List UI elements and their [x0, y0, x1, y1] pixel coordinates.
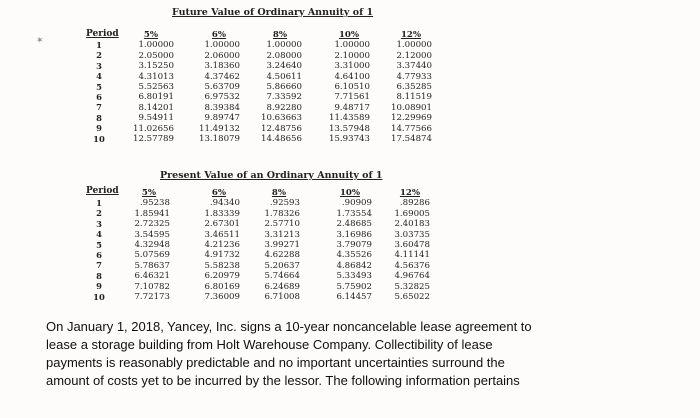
- table-cell: 9.48717: [334, 102, 370, 113]
- table-cell: 5.07569: [134, 250, 170, 261]
- rate-column: [390, 188, 430, 302]
- rate-header: 10%: [338, 30, 360, 40]
- period-number: 10: [93, 133, 105, 144]
- table-cell: 3.31213: [264, 229, 300, 240]
- table-cell: 3.37440: [396, 61, 432, 72]
- table-cell: .90909: [341, 198, 372, 209]
- table-cell: 1.00000: [204, 40, 240, 51]
- table-cell: 1.83339: [204, 208, 240, 219]
- rate-column: [258, 188, 300, 302]
- table-cell: 1.00000: [396, 40, 432, 51]
- table-cell: 4.86842: [336, 260, 372, 271]
- rate-header: 5%: [141, 188, 157, 198]
- table-cell: 5.32825: [394, 281, 430, 292]
- table-cell: .89286: [399, 198, 430, 209]
- fv-period-header: Period: [86, 29, 119, 39]
- rate-header: 10%: [339, 188, 361, 198]
- table-cell: 5.78637: [134, 260, 170, 271]
- table-cell: 17.54874: [390, 134, 432, 145]
- table-cell: 6.46321: [134, 271, 170, 282]
- rate-header: 6%: [211, 188, 227, 198]
- table-cell: 4.64100: [334, 71, 370, 82]
- table-cell: 2.57710: [264, 219, 300, 230]
- pv-table-title: Present Value of an Ordinary Annuity of 1: [160, 170, 383, 181]
- table-cell: 11.02656: [132, 123, 174, 134]
- pv-period-column: [86, 198, 112, 302]
- table-cell: 4.21236: [204, 240, 240, 251]
- table-cell: 1.78326: [264, 208, 300, 219]
- table-cell: 5.75902: [336, 281, 372, 292]
- table-cell: 8.39384: [204, 102, 240, 113]
- rate-column: [198, 188, 240, 302]
- table-cell: 10.08901: [390, 102, 432, 113]
- table-cell: 4.56376: [394, 260, 430, 271]
- table-cell: .95238: [139, 198, 170, 209]
- table-cell: 7.10782: [134, 281, 170, 292]
- period-number: 8: [96, 270, 102, 281]
- table-cell: 14.77566: [390, 123, 432, 134]
- period-number: 6: [96, 250, 102, 261]
- table-cell: 6.20979: [204, 271, 240, 282]
- period-number: 3: [96, 218, 102, 229]
- table-cell: 13.18079: [198, 134, 240, 145]
- table-cell: 8.14201: [138, 102, 174, 113]
- period-number: 5: [96, 81, 102, 92]
- table-cell: 3.99271: [264, 240, 300, 251]
- table-cell: 3.18360: [204, 61, 240, 72]
- table-cell: 3.16986: [336, 229, 372, 240]
- table-cell: 7.36009: [204, 292, 240, 303]
- period-number: 4: [96, 229, 102, 240]
- table-cell: 3.46511: [204, 229, 240, 240]
- table-cell: 4.32948: [134, 240, 170, 251]
- table-cell: 12.29969: [390, 113, 432, 124]
- table-cell: 4.37462: [204, 71, 240, 82]
- table-cell: 4.62288: [264, 250, 300, 261]
- paragraph-line: amount of costs yet to be incurred by the lessor. The following information pertains: [46, 373, 520, 388]
- table-cell: 3.60478: [394, 240, 430, 251]
- table-cell: 1.73554: [336, 208, 372, 219]
- table-cell: 6.97532: [204, 92, 240, 103]
- table-cell: 5.63709: [204, 82, 240, 93]
- period-number: 2: [96, 208, 102, 219]
- table-cell: 3.03735: [394, 229, 430, 240]
- table-cell: 7.33592: [266, 92, 302, 103]
- period-number: 4: [96, 71, 102, 82]
- rate-header: 8%: [271, 188, 287, 198]
- rate-column: [328, 188, 372, 302]
- table-cell: 6.80169: [204, 281, 240, 292]
- table-cell: 11.43589: [328, 113, 370, 124]
- paragraph-line: payments is reasonably predictable and no important uncertainties surround the: [46, 355, 505, 370]
- table-cell: 4.35526: [336, 250, 372, 261]
- table-cell: 2.48685: [336, 219, 372, 230]
- rate-header: 12%: [400, 30, 422, 40]
- table-cell: .92593: [269, 198, 300, 209]
- table-cell: 4.91732: [204, 250, 240, 261]
- table-cell: 5.65022: [394, 292, 430, 303]
- table-cell: 8.11519: [396, 92, 432, 103]
- table-cell: 11.49132: [198, 123, 240, 134]
- table-cell: 1.00000: [266, 40, 302, 51]
- table-cell: 5.58238: [204, 260, 240, 271]
- table-cell: 3.31000: [334, 61, 370, 72]
- period-number: 7: [96, 102, 102, 113]
- table-cell: 10.63663: [260, 113, 302, 124]
- table-cell: 5.20637: [264, 260, 300, 271]
- table-cell: 6.35285: [396, 82, 432, 93]
- table-cell: 6.24689: [264, 281, 300, 292]
- problem-paragraph: [46, 318, 686, 390]
- table-cell: 3.79079: [336, 240, 372, 251]
- table-cell: 6.14457: [336, 292, 372, 303]
- table-cell: 1.85941: [134, 208, 170, 219]
- rate-header: 8%: [272, 30, 288, 40]
- table-cell: 15.93743: [328, 134, 370, 145]
- rate-header: 6%: [211, 30, 227, 40]
- table-cell: 12.57789: [132, 134, 174, 145]
- period-number: 7: [96, 260, 102, 271]
- table-cell: 6.10510: [334, 82, 370, 93]
- rate-header: 5%: [143, 30, 159, 40]
- table-cell: 2.72325: [134, 219, 170, 230]
- table-cell: 13.57948: [328, 123, 370, 134]
- table-cell: 5.86660: [266, 82, 302, 93]
- period-number: 9: [96, 123, 102, 134]
- period-number: 3: [96, 60, 102, 71]
- rate-header: 12%: [399, 188, 421, 198]
- table-cell: 14.48656: [260, 134, 302, 145]
- rate-column: [198, 30, 240, 144]
- table-cell: 4.11141: [394, 250, 430, 261]
- fv-period-column: [86, 40, 112, 144]
- table-cell: 4.96764: [394, 271, 430, 282]
- paragraph-line: lease a storage building from Holt Warehouse Company. Collectibility of lease: [46, 337, 493, 352]
- table-cell: 5.52563: [138, 82, 174, 93]
- period-number: 5: [96, 239, 102, 250]
- table-cell: 2.67301: [204, 219, 240, 230]
- period-number: 10: [93, 291, 105, 302]
- table-cell: 2.08000: [266, 50, 302, 61]
- period-number: 2: [96, 50, 102, 61]
- table-cell: 2.10000: [334, 50, 370, 61]
- period-number: 1: [96, 40, 102, 50]
- table-cell: 1.69005: [394, 208, 430, 219]
- table-cell: 3.54595: [134, 229, 170, 240]
- table-cell: 1.00000: [138, 40, 174, 51]
- table-cell: 7.71561: [334, 92, 370, 103]
- period-number: 8: [96, 112, 102, 123]
- table-cell: 4.50611: [266, 71, 302, 82]
- table-cell: 8.92280: [266, 102, 302, 113]
- rate-column: [128, 30, 174, 144]
- rate-column: [128, 188, 170, 302]
- table-cell: 2.06000: [204, 50, 240, 61]
- period-number: 9: [96, 281, 102, 292]
- rate-column: [390, 30, 432, 144]
- table-cell: 2.12000: [396, 50, 432, 61]
- table-cell: 9.54911: [138, 113, 174, 124]
- pushpin-icon: ✶: [36, 36, 44, 46]
- table-cell: 12.48756: [260, 123, 302, 134]
- table-cell: 7.72173: [134, 292, 170, 303]
- table-cell: 3.24640: [266, 61, 302, 72]
- table-cell: 5.74664: [264, 271, 300, 282]
- period-number: 1: [96, 198, 102, 208]
- rate-column: [258, 30, 302, 144]
- rate-column: [328, 30, 370, 144]
- table-cell: 2.40183: [394, 219, 430, 230]
- table-cell: 4.31013: [138, 71, 174, 82]
- pv-period-header: Period: [86, 186, 119, 196]
- table-cell: 1.00000: [334, 40, 370, 51]
- table-cell: 9.89747: [204, 113, 240, 124]
- period-number: 6: [96, 92, 102, 103]
- table-cell: .94340: [209, 198, 240, 209]
- table-cell: 6.71008: [264, 292, 300, 303]
- table-cell: 5.33493: [336, 271, 372, 282]
- paragraph-line: On January 1, 2018, Yancey, Inc. signs a 10-year noncancelable lease agreement to: [46, 319, 532, 334]
- table-cell: 2.05000: [138, 50, 174, 61]
- table-cell: 6.80191: [138, 92, 174, 103]
- table-cell: 3.15250: [138, 61, 174, 72]
- table-cell: 4.77933: [396, 71, 432, 82]
- fv-table-title: Future Value of Ordinary Annuity of 1: [172, 7, 374, 18]
